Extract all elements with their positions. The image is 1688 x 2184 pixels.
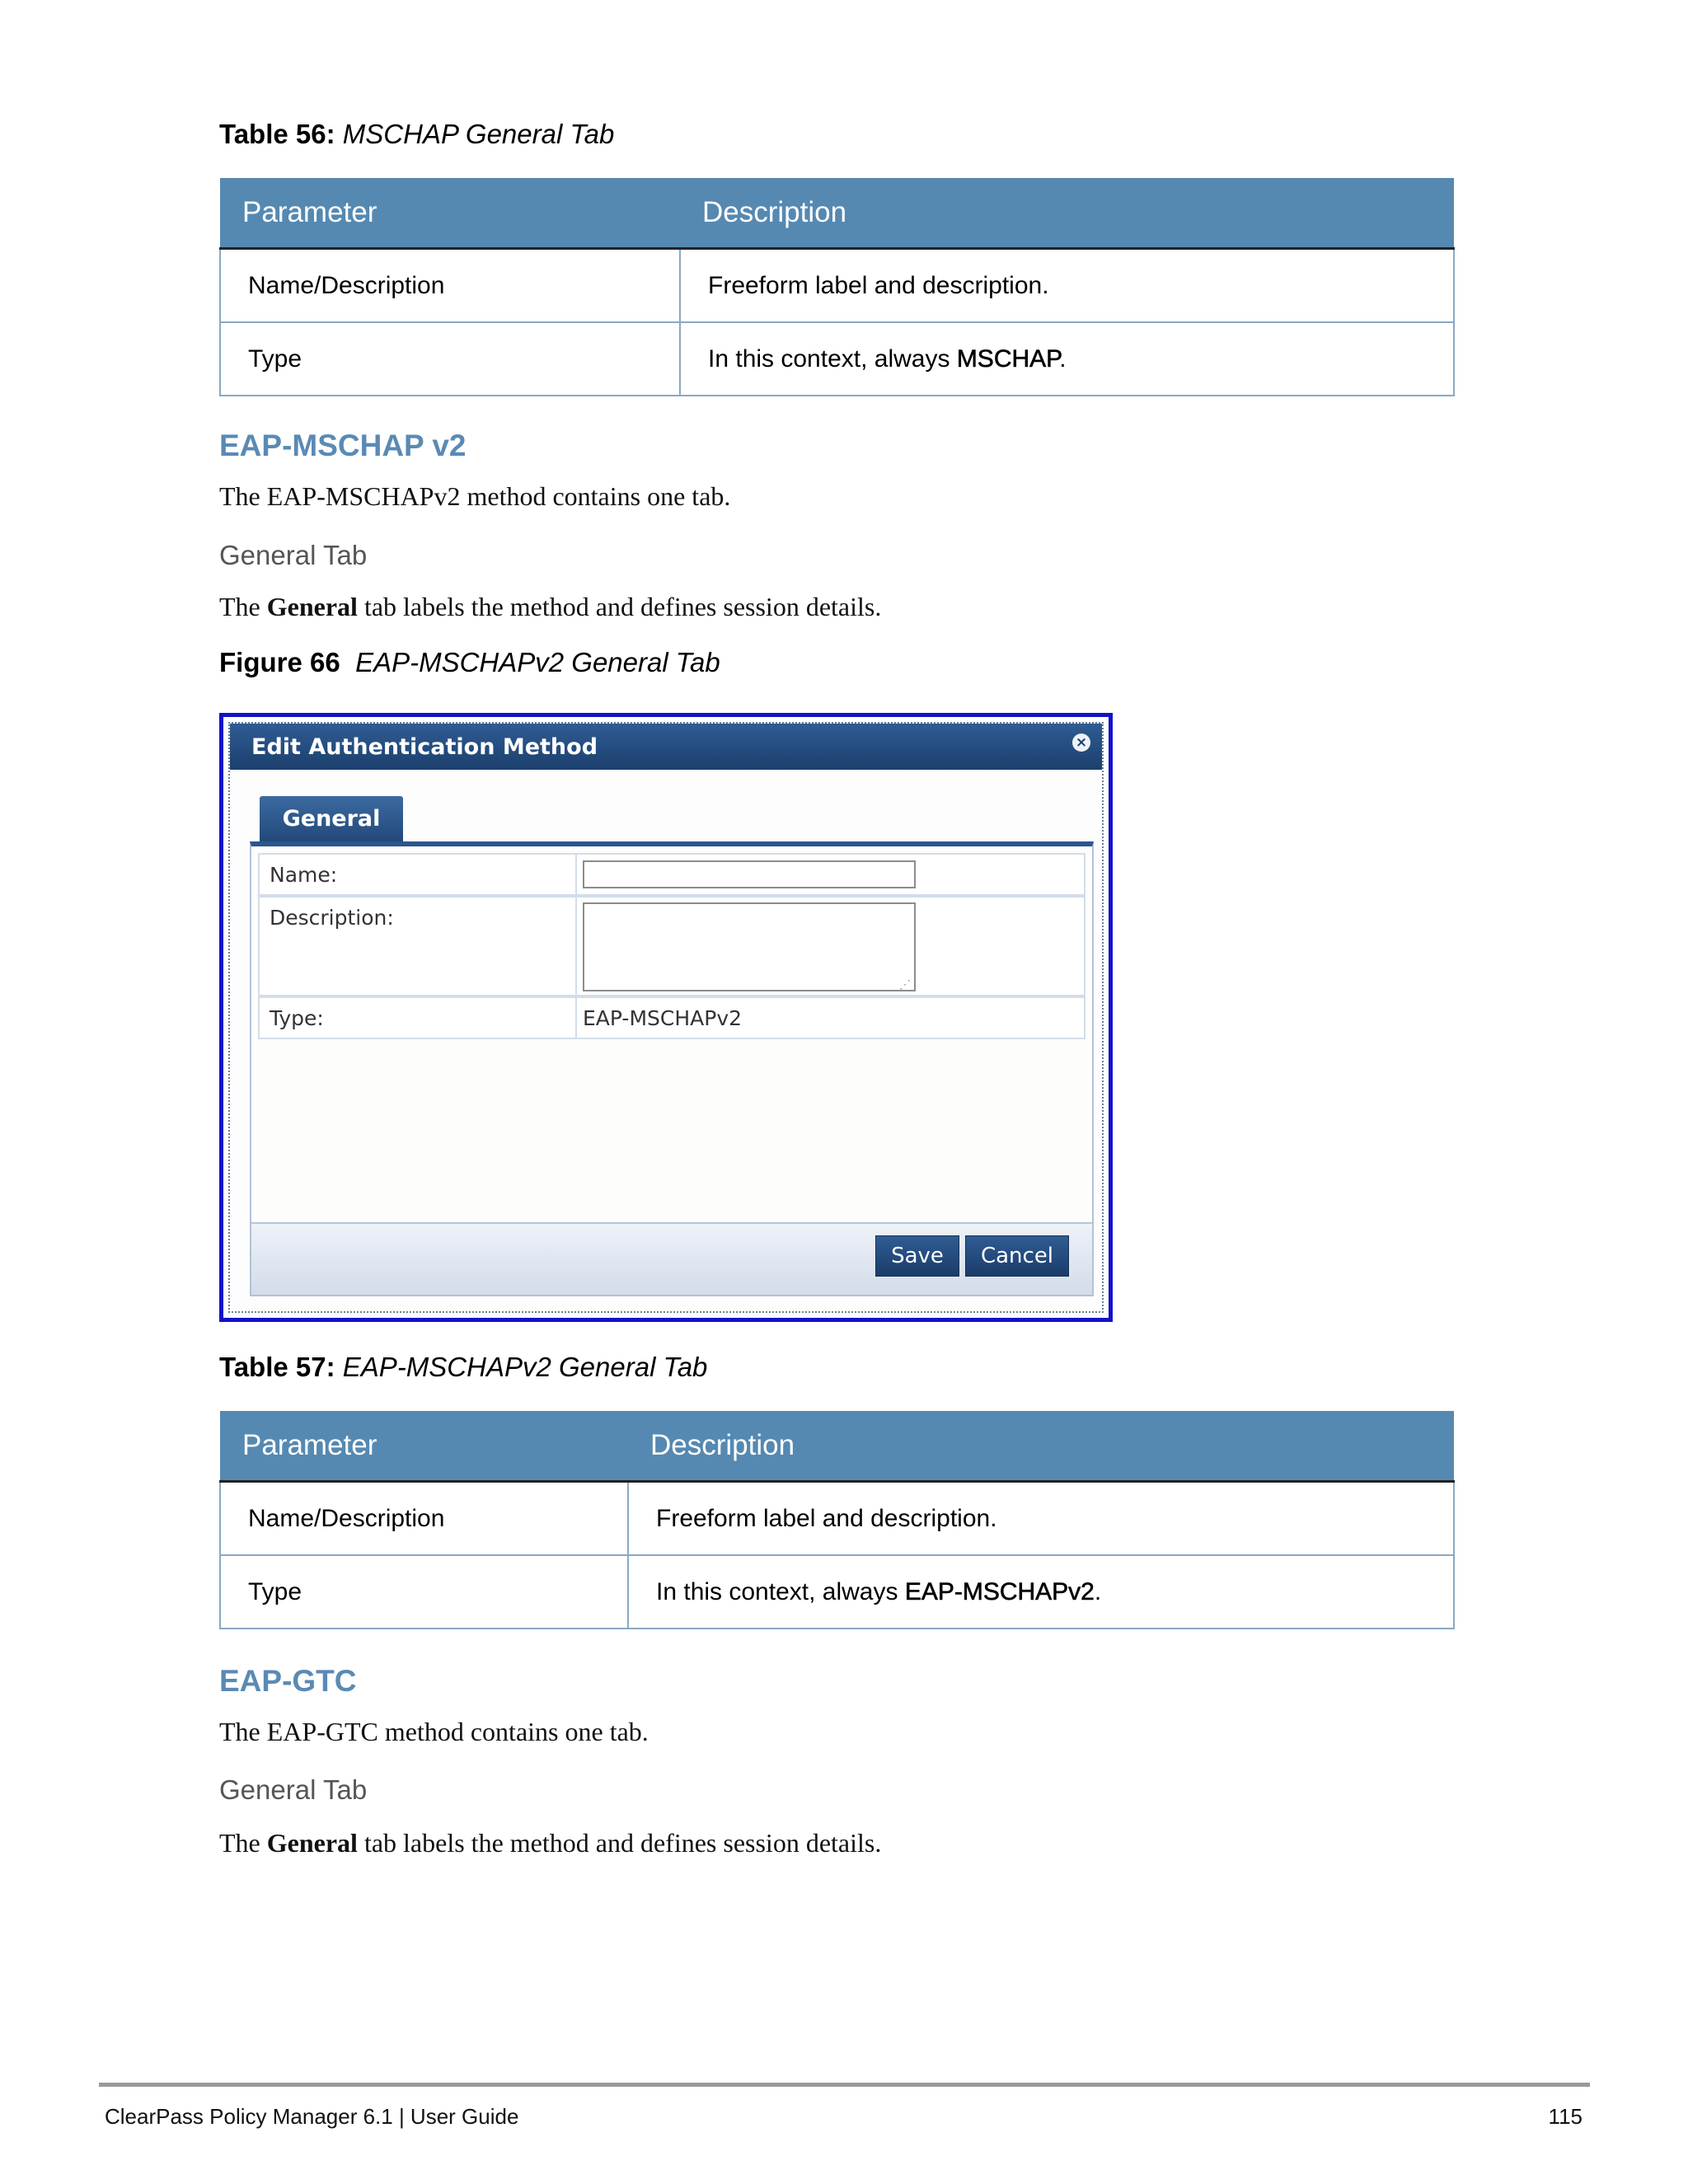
resize-grip-icon[interactable]: ⋰ <box>899 977 911 991</box>
subsection-heading: General Tab <box>219 540 368 570</box>
table-row <box>220 1482 1454 1556</box>
cancel-button[interactable]: Cancel <box>965 1235 1069 1277</box>
description-textarea[interactable] <box>583 902 916 991</box>
footer-title: ClearPass Policy Manager 6.1 | User Guide <box>105 2104 519 2129</box>
column-header: Parameter <box>220 1411 628 1482</box>
tab-general[interactable]: General <box>260 796 403 841</box>
figure-screenshot <box>219 713 1113 1322</box>
table-cell: In this context, always EAP-MSCHAPv2. <box>628 1555 1454 1629</box>
form-row-description <box>258 896 1085 996</box>
form-row-type <box>258 996 1085 1039</box>
type-value: EAP-MSCHAPv2 <box>583 1006 743 1030</box>
table-cell: Freeform label and description. <box>628 1482 1454 1556</box>
table-57-caption: Table 57: EAP-MSCHAPv2 General Tab <box>219 1352 708 1382</box>
section-heading: EAP-MSCHAP v2 <box>219 429 467 462</box>
section-intro: The EAP-MSCHAPv2 method contains one tab. <box>219 481 731 511</box>
table-cell: In this context, always MSCHAP. <box>680 322 1454 396</box>
section-heading: EAP-GTC <box>219 1664 357 1698</box>
dialog-titlebar <box>230 724 1102 770</box>
close-icon[interactable]: × <box>1072 733 1090 752</box>
dialog-title: Edit Authentication Method <box>251 733 598 760</box>
form-row-name <box>258 853 1085 896</box>
column-header: Description <box>628 1411 1454 1482</box>
section-intro: The EAP-GTC method contains one tab. <box>219 1717 649 1746</box>
dialog-footer <box>251 1222 1092 1295</box>
table-57 <box>219 1411 1455 1629</box>
column-header: Description <box>680 178 1454 249</box>
table-row <box>220 249 1454 323</box>
table-cell: Name/Description <box>220 1482 628 1556</box>
table-cell: Name/Description <box>220 249 680 323</box>
table-row <box>220 322 1454 396</box>
subsection-heading: General Tab <box>219 1774 368 1805</box>
figure-caption: Figure 66 EAP-MSCHAPv2 General Tab <box>219 647 720 677</box>
name-label: Name: <box>260 855 577 894</box>
description-label: Description: <box>260 898 577 995</box>
table-cell: Type <box>220 1555 628 1629</box>
table-row <box>220 1555 1454 1629</box>
name-input[interactable] <box>583 860 916 888</box>
dialog-window <box>228 722 1104 1313</box>
type-label: Type: <box>260 998 577 1038</box>
table-56-caption: Table 56: MSCHAP General Tab <box>219 119 615 149</box>
page-number: 115 <box>1548 2104 1582 2129</box>
save-button[interactable]: Save <box>875 1235 959 1277</box>
paragraph: The General tab labels the method and defines session details. <box>219 1828 882 1858</box>
column-header: Parameter <box>220 178 680 249</box>
table-cell: Type <box>220 322 680 396</box>
table-cell: Freeform label and description. <box>680 249 1454 323</box>
tab-panel <box>250 841 1094 1296</box>
paragraph: The General tab labels the method and defines session details. <box>219 592 882 621</box>
table-56 <box>219 178 1455 396</box>
footer-rule <box>99 2083 1590 2087</box>
